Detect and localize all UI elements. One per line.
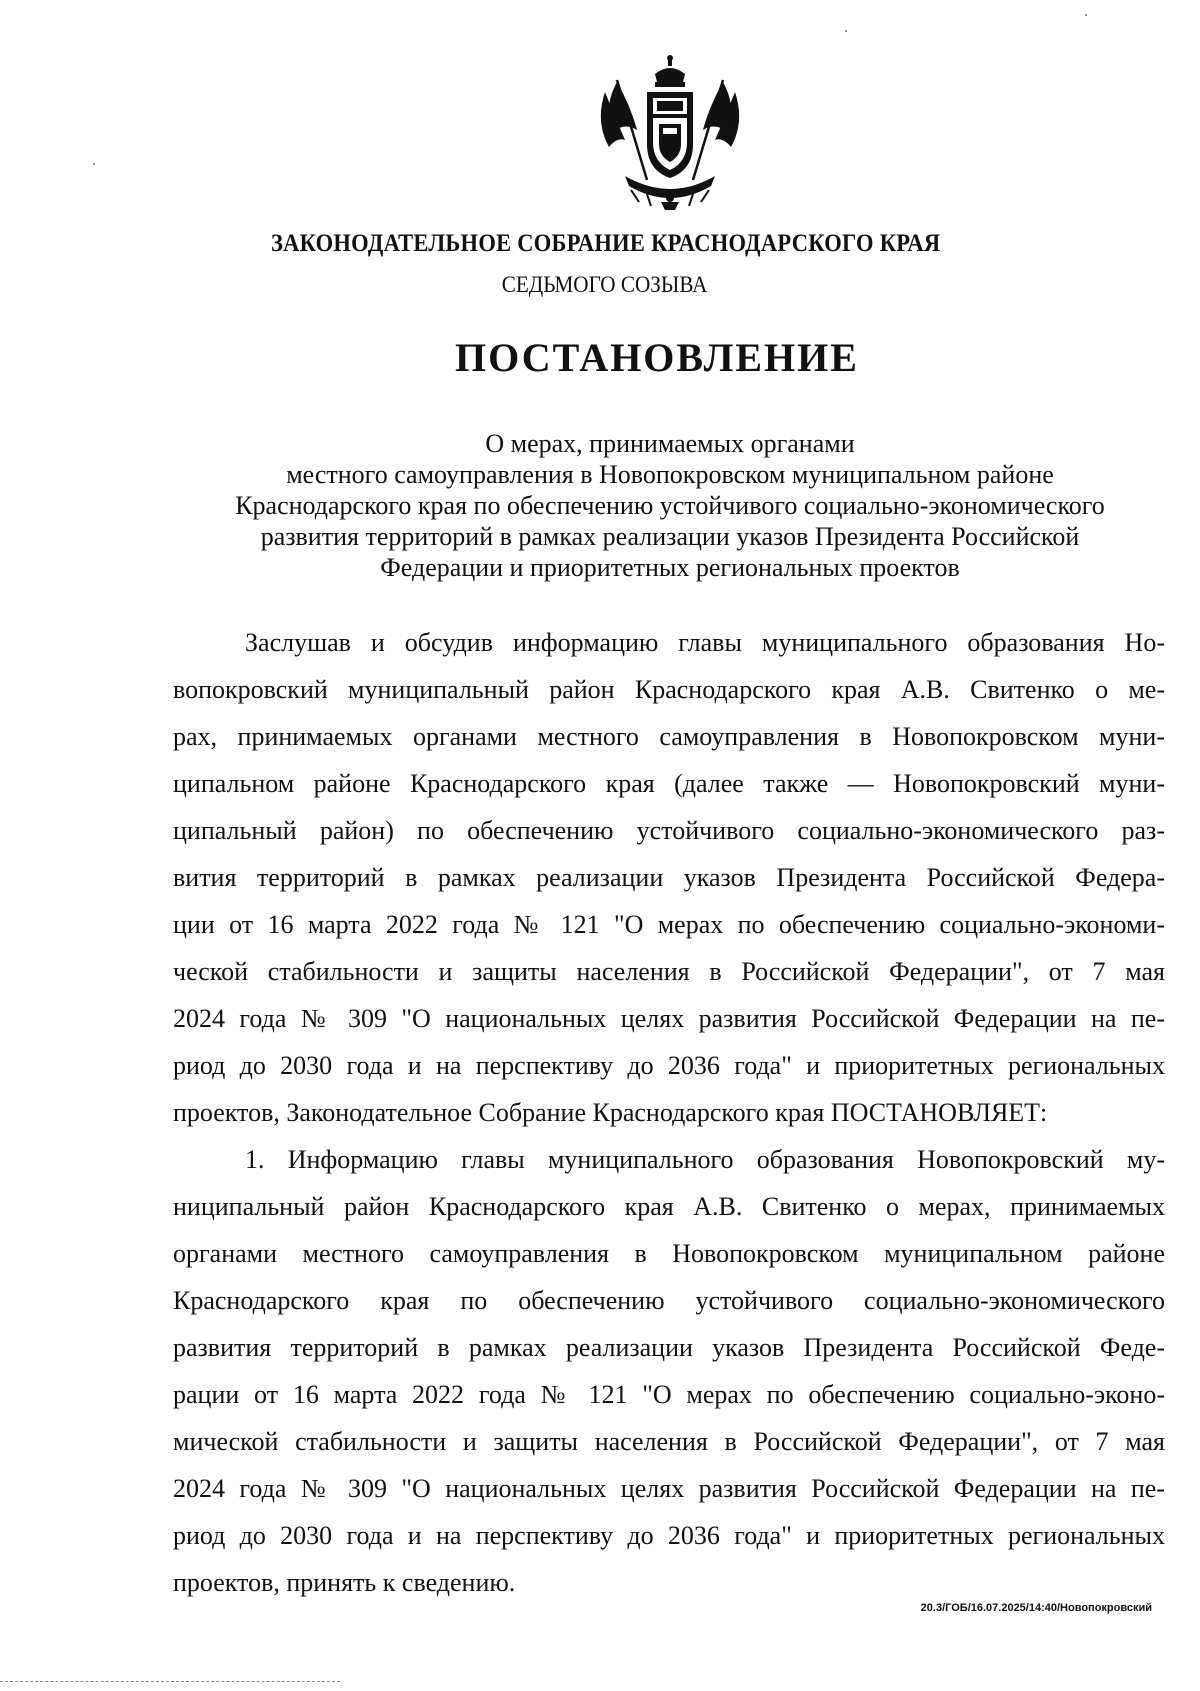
body-line: мической стабильности и защиты населения в Российской Федерации", от 7 мая <box>173 1427 1165 1456</box>
scan-speck <box>845 30 847 32</box>
subject-line: развития территорий в рамках реализации указов Президента Российской <box>260 522 1080 551</box>
body-line: вопокровский муниципальный район Краснодарского края А.В. Свитенко о ме- <box>173 675 1165 704</box>
scan-edge-line <box>0 1681 340 1683</box>
convocation-subtitle: СЕДЬМОГО СОЗЫВА <box>501 272 708 297</box>
subject-line: местного самоуправления в Новопокровском муниципальном районе <box>286 460 1054 489</box>
body-line: ниципальный район Краснодарского края А.В. Свитенко о мерах, принимаемых <box>173 1192 1165 1221</box>
body-line: ципальный район) по обеспечению устойчивого социально-экономического раз- <box>173 816 1165 845</box>
body-line: вития территорий в рамках реализации указов Президента Российской Федера- <box>173 863 1165 892</box>
scan-speck <box>93 163 95 165</box>
subject-line: Краснодарского края по обеспечению устойчивого социально-экономического <box>235 491 1105 520</box>
body-line: 1. Информацию главы муниципального образования Новопокровский му- <box>245 1145 1165 1174</box>
document-type-heading: ПОСТАНОВЛЕНИЕ <box>455 335 859 380</box>
body-line: 2024 года № 309 "О национальных целях развития Российской Федерации на пе- <box>173 1474 1165 1503</box>
body-line: ции от 16 марта 2022 года № 121 "О мерах по обеспечению социально-экономи- <box>173 910 1165 939</box>
krasnodar-coat-of-arms-icon <box>595 52 745 212</box>
body-line: рации от 16 марта 2022 года № 121 "О мерах по обеспечению социально-эконо- <box>173 1380 1165 1409</box>
body-line: рах, принимаемых органами местного самоуправления в Новопокровском муни- <box>173 722 1165 751</box>
scan-speck <box>1085 14 1087 16</box>
body-line: органами местного самоуправления в Новопокровском муниципальном районе <box>173 1239 1165 1268</box>
body-line: развития территорий в рамках реализации указов Президента Российской Феде- <box>173 1333 1165 1362</box>
body-line: Заслушав и обсудив информацию главы муниципального образования Но- <box>245 628 1165 657</box>
body-line: проектов, Законодательное Собрание Краснодарского края ПОСТАНОВЛЯЕТ: <box>173 1098 1048 1127</box>
body-line: риод до 2030 года и на перспективу до 2036 года" и приоритетных региональных <box>173 1051 1165 1080</box>
body-line: риод до 2030 года и на перспективу до 2036 года" и приоритетных региональных <box>173 1521 1165 1550</box>
body-line: проектов, принять к сведению. <box>173 1568 516 1597</box>
organization-title: ЗАКОНОДАТЕЛЬНОЕ СОБРАНИЕ КРАСНОДАРСКОГО КРАЯ <box>270 230 941 257</box>
subject-line: О мерах, принимаемых органами <box>485 429 855 458</box>
body-line: ципальном районе Краснодарского края (далее также — Новопокровский муни- <box>173 769 1165 798</box>
registration-code: 20.3/ГОБ/16.07.2025/14:40/Новопокровский <box>920 1602 1152 1614</box>
body-line: 2024 года № 309 "О национальных целях развития Российской Федерации на пе- <box>173 1004 1165 1033</box>
subject-line: Федерации и приоритетных региональных проектов <box>380 553 960 582</box>
document-body <box>173 619 1165 1606</box>
document-subject <box>170 428 1170 583</box>
body-line: Краснодарского края по обеспечению устойчивого социально-экономического <box>173 1286 1165 1315</box>
body-line: ческой стабильности и защиты населения в Российской Федерации", от 7 мая <box>173 957 1165 986</box>
